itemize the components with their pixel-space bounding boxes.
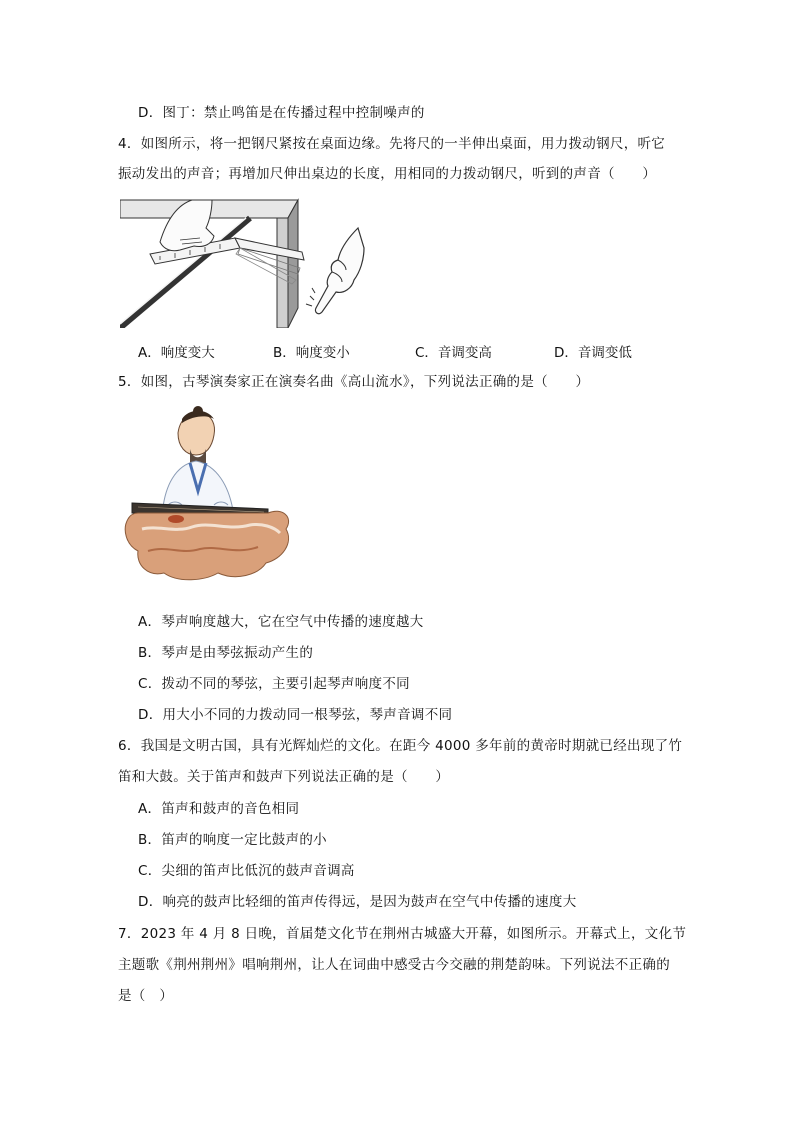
q6-option-c: C．尖细的笛声比低沉的鼓声音调高 xyxy=(138,863,355,879)
q4-stem-line2: 振动发出的声音；再增加尺伸出桌边的长度，用相同的力拨动钢尺，听到的声音（ ） xyxy=(118,166,657,182)
q4-stem-line1: 4．如图所示，将一把钢尺紧按在桌面边缘。先将尺的一半伸出桌面，用力拨动钢尺，听它 xyxy=(118,136,666,152)
q4-option-b: B．响度变小 xyxy=(273,345,350,361)
q4-option-d: D．音调变低 xyxy=(554,345,632,361)
q6-option-b: B．笛声的响度一定比鼓声的小 xyxy=(138,832,327,848)
q5-option-c: C．拨动不同的琴弦，主要引起琴声响度不同 xyxy=(138,676,410,692)
guqin-player-figure xyxy=(118,405,298,585)
q4-option-c: C．音调变高 xyxy=(415,345,492,361)
q3-option-d: D．图丁：禁止鸣笛是在传播过程中控制噪声的 xyxy=(138,105,425,121)
q5-option-b: B．琴声是由琴弦振动产生的 xyxy=(138,645,314,661)
q7-stem-line1: 7．2023 年 4 月 8 日晚，首届楚文化节在荆州古城盛大开幕，如图所示。开幕式上，文化节 xyxy=(118,926,687,942)
q5-option-a: A．琴声响度越大，它在空气中传播的速度越大 xyxy=(138,614,424,630)
q7-stem-line3: 是（ ） xyxy=(118,988,174,1004)
q5-stem: 5．如图，古琴演奏家正在演奏名曲《高山流水》，下列说法正确的是（ ） xyxy=(118,374,590,390)
q6-option-d: D．响亮的鼓声比轻细的笛声传得远，是因为鼓声在空气中传播的速度大 xyxy=(138,894,577,910)
q6-stem-line2: 笛和大鼓。关于笛声和鼓声下列说法正确的是（ ） xyxy=(118,769,450,785)
q4-options xyxy=(138,341,698,361)
q4-option-a: A．响度变大 xyxy=(138,345,215,361)
q5-option-d: D．用大小不同的力拨动同一根琴弦，琴声音调不同 xyxy=(138,707,453,723)
finger-plucking-figure xyxy=(302,226,372,318)
ruler-table-figure xyxy=(120,196,310,328)
q6-option-a: A．笛声和鼓声的音色相同 xyxy=(138,801,300,817)
q7-stem-line2: 主题歌《荆州荆州》唱响荆州，让人在词曲中感受古今交融的荆楚韵味。下列说法不正确的 xyxy=(118,957,670,973)
q6-stem-line1: 6．我国是文明古国，具有光辉灿烂的文化。在距今 4000 多年前的黄帝时期就已经出现了竹 xyxy=(118,738,683,754)
